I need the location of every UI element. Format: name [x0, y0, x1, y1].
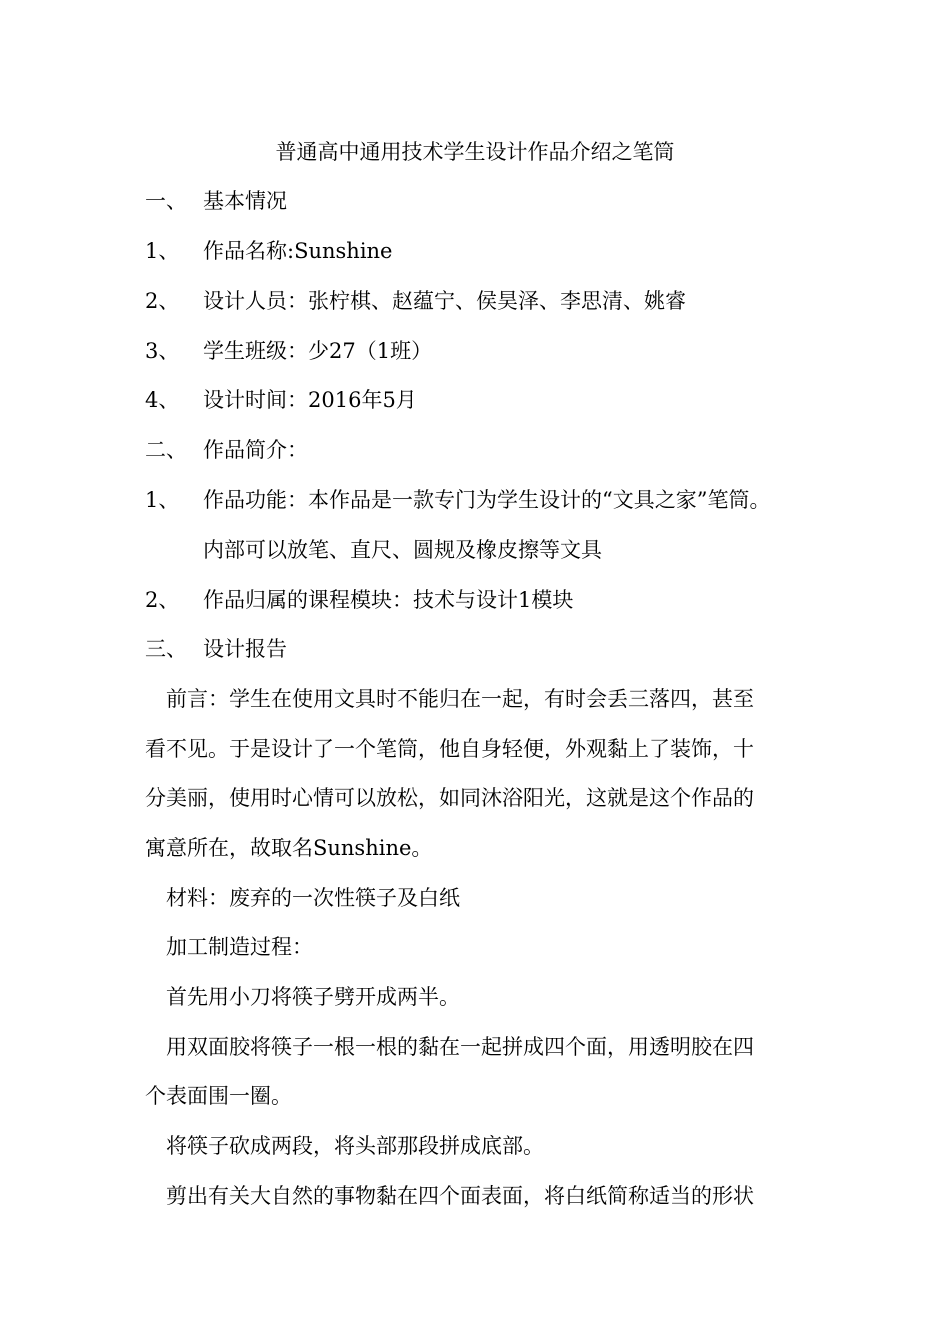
item-number: 4、 — [145, 388, 180, 412]
item-number: 2、 — [145, 289, 180, 313]
item-text: 设计时间：2016年5月 — [203, 388, 417, 412]
item-number: 3、 — [145, 339, 180, 363]
item-text: 学生班级：少27（1班） — [203, 339, 433, 363]
item-text-continued: 内部可以放笔、直尺、圆规及橡皮擦等文具 — [203, 538, 602, 562]
section-heading: 设计报告 — [203, 637, 287, 661]
process-step-continued: 个表面围一圈。 — [145, 1084, 292, 1108]
preface-line: 看不见。于是设计了一个笔筒，他自身轻便，外观黏上了装饰，十 — [145, 737, 754, 761]
preface-line: 寓意所在，故取名Sunshine。 — [145, 836, 433, 860]
item-text: 作品归属的课程模块：技术与设计1模块 — [203, 588, 574, 612]
item-number: 2、 — [145, 588, 180, 612]
process-step: 剪出有关大自然的事物黏在四个面表面，将白纸简称适当的形状 — [166, 1184, 754, 1208]
section-number: 一、 — [145, 189, 187, 213]
preface-line: 分美丽，使用时心情可以放松，如同沐浴阳光，这就是这个作品的 — [145, 786, 754, 810]
section-heading: 作品简介： — [203, 438, 308, 462]
document-title: 普通高中通用技术学生设计作品介绍之笔筒 — [275, 140, 675, 164]
item-text: 作品功能：本作品是一款专门为学生设计的“文具之家”笔筒。 — [203, 488, 771, 512]
item-text: 设计人员：张柠棋、赵蕴宁、侯昊泽、李思清、姚睿 — [203, 289, 686, 313]
section-number: 三、 — [145, 637, 187, 661]
item-number: 1、 — [145, 488, 180, 512]
materials-line: 材料：废弃的一次性筷子及白纸 — [166, 886, 460, 910]
process-step: 用双面胶将筷子一根一根的黏在一起拼成四个面，用透明胶在四 — [166, 1035, 754, 1059]
section-number: 二、 — [145, 438, 187, 462]
preface-line: 前言：学生在使用文具时不能归在一起，有时会丢三落四，甚至 — [166, 687, 754, 711]
section-heading: 基本情况 — [203, 189, 287, 213]
item-number: 1、 — [145, 239, 180, 263]
process-heading: 加工制造过程： — [166, 935, 313, 959]
process-step: 首先用小刀将筷子劈开成两半。 — [166, 985, 460, 1009]
process-step: 将筷子砍成两段，将头部那段拼成底部。 — [166, 1134, 544, 1158]
item-text: 作品名称:Sunshine — [203, 239, 393, 263]
